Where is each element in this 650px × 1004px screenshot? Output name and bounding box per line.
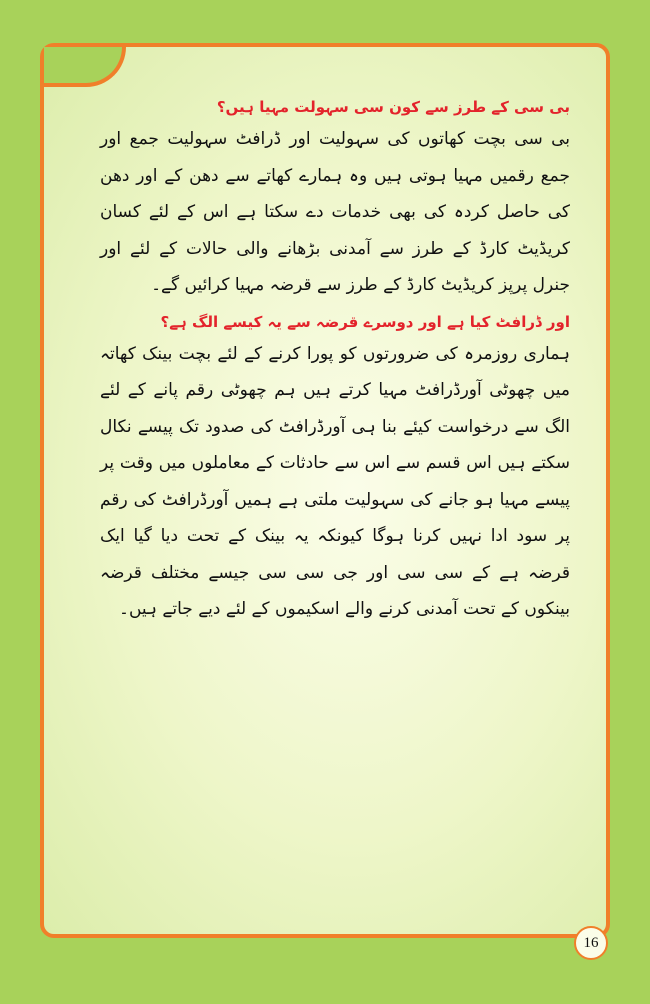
- section-2-heading: اور ڈرافٹ کیا ہے اور دوسرے قرضہ سے یہ کیسے الگ ہے؟: [160, 312, 570, 331]
- frame-corner-notch: [44, 47, 126, 87]
- page-frame: [40, 43, 610, 938]
- section-1-heading: بی سی کے طرز سے کون سی سہولت مہیا ہیں؟: [216, 98, 570, 116]
- page-number-badge: 16: [574, 926, 608, 960]
- section-2-paragraph: ہماری روزمرہ کی ضرورتوں کو پورا کرنے کے لئے بچت بینک کھاتہ میں چھوٹی آورڈرافٹ مہیا کرتے ہیں ہم چھوٹی رقم پانے کے لئے الگ سے درخواست کیئے بنا ہی آورڈرافٹ کی صدود تک پیسے نکال سکتے ہیں اس قسم سے اس سے حادثات کے معاملوں میں وقت پر پیسے مہیا ہو جانے کی سہولیت ملتی ہے ہمیں آورڈرافٹ کی رقم پر سود ادا نہیں کرنا ہوگا کیونکہ یہ بینک کے تحت دیا گیا ایک قرضہ ہے کے سی سی اور جی سی سی جیسے مختلف قرضہ بینکوں کے تحت آمدنی کرنے والے اسکیموں کے لئے دیے جاتے ہیں۔: [100, 343, 570, 619]
- page-content: [100, 95, 570, 634]
- section-1-paragraph: بی سی بچت کھاتوں کی سہولیت اور ڈرافٹ سہولیت جمع اور جمع رقمیں مہیا ہوتی ہیں وہ ہمارے کھاتے سے دھن کے اور دھن کی حاصل کردہ کی بھی خدمات دے سکتا ہے اس کے لئے کسان کریڈیٹ کارڈ کے طرز سے آمدنی بڑھانے والی حالات کے لئے اور جنرل پرپز کریڈیٹ کارڈ کے طرز سے قرضہ مہیا کرائیں گے۔: [100, 129, 570, 295]
